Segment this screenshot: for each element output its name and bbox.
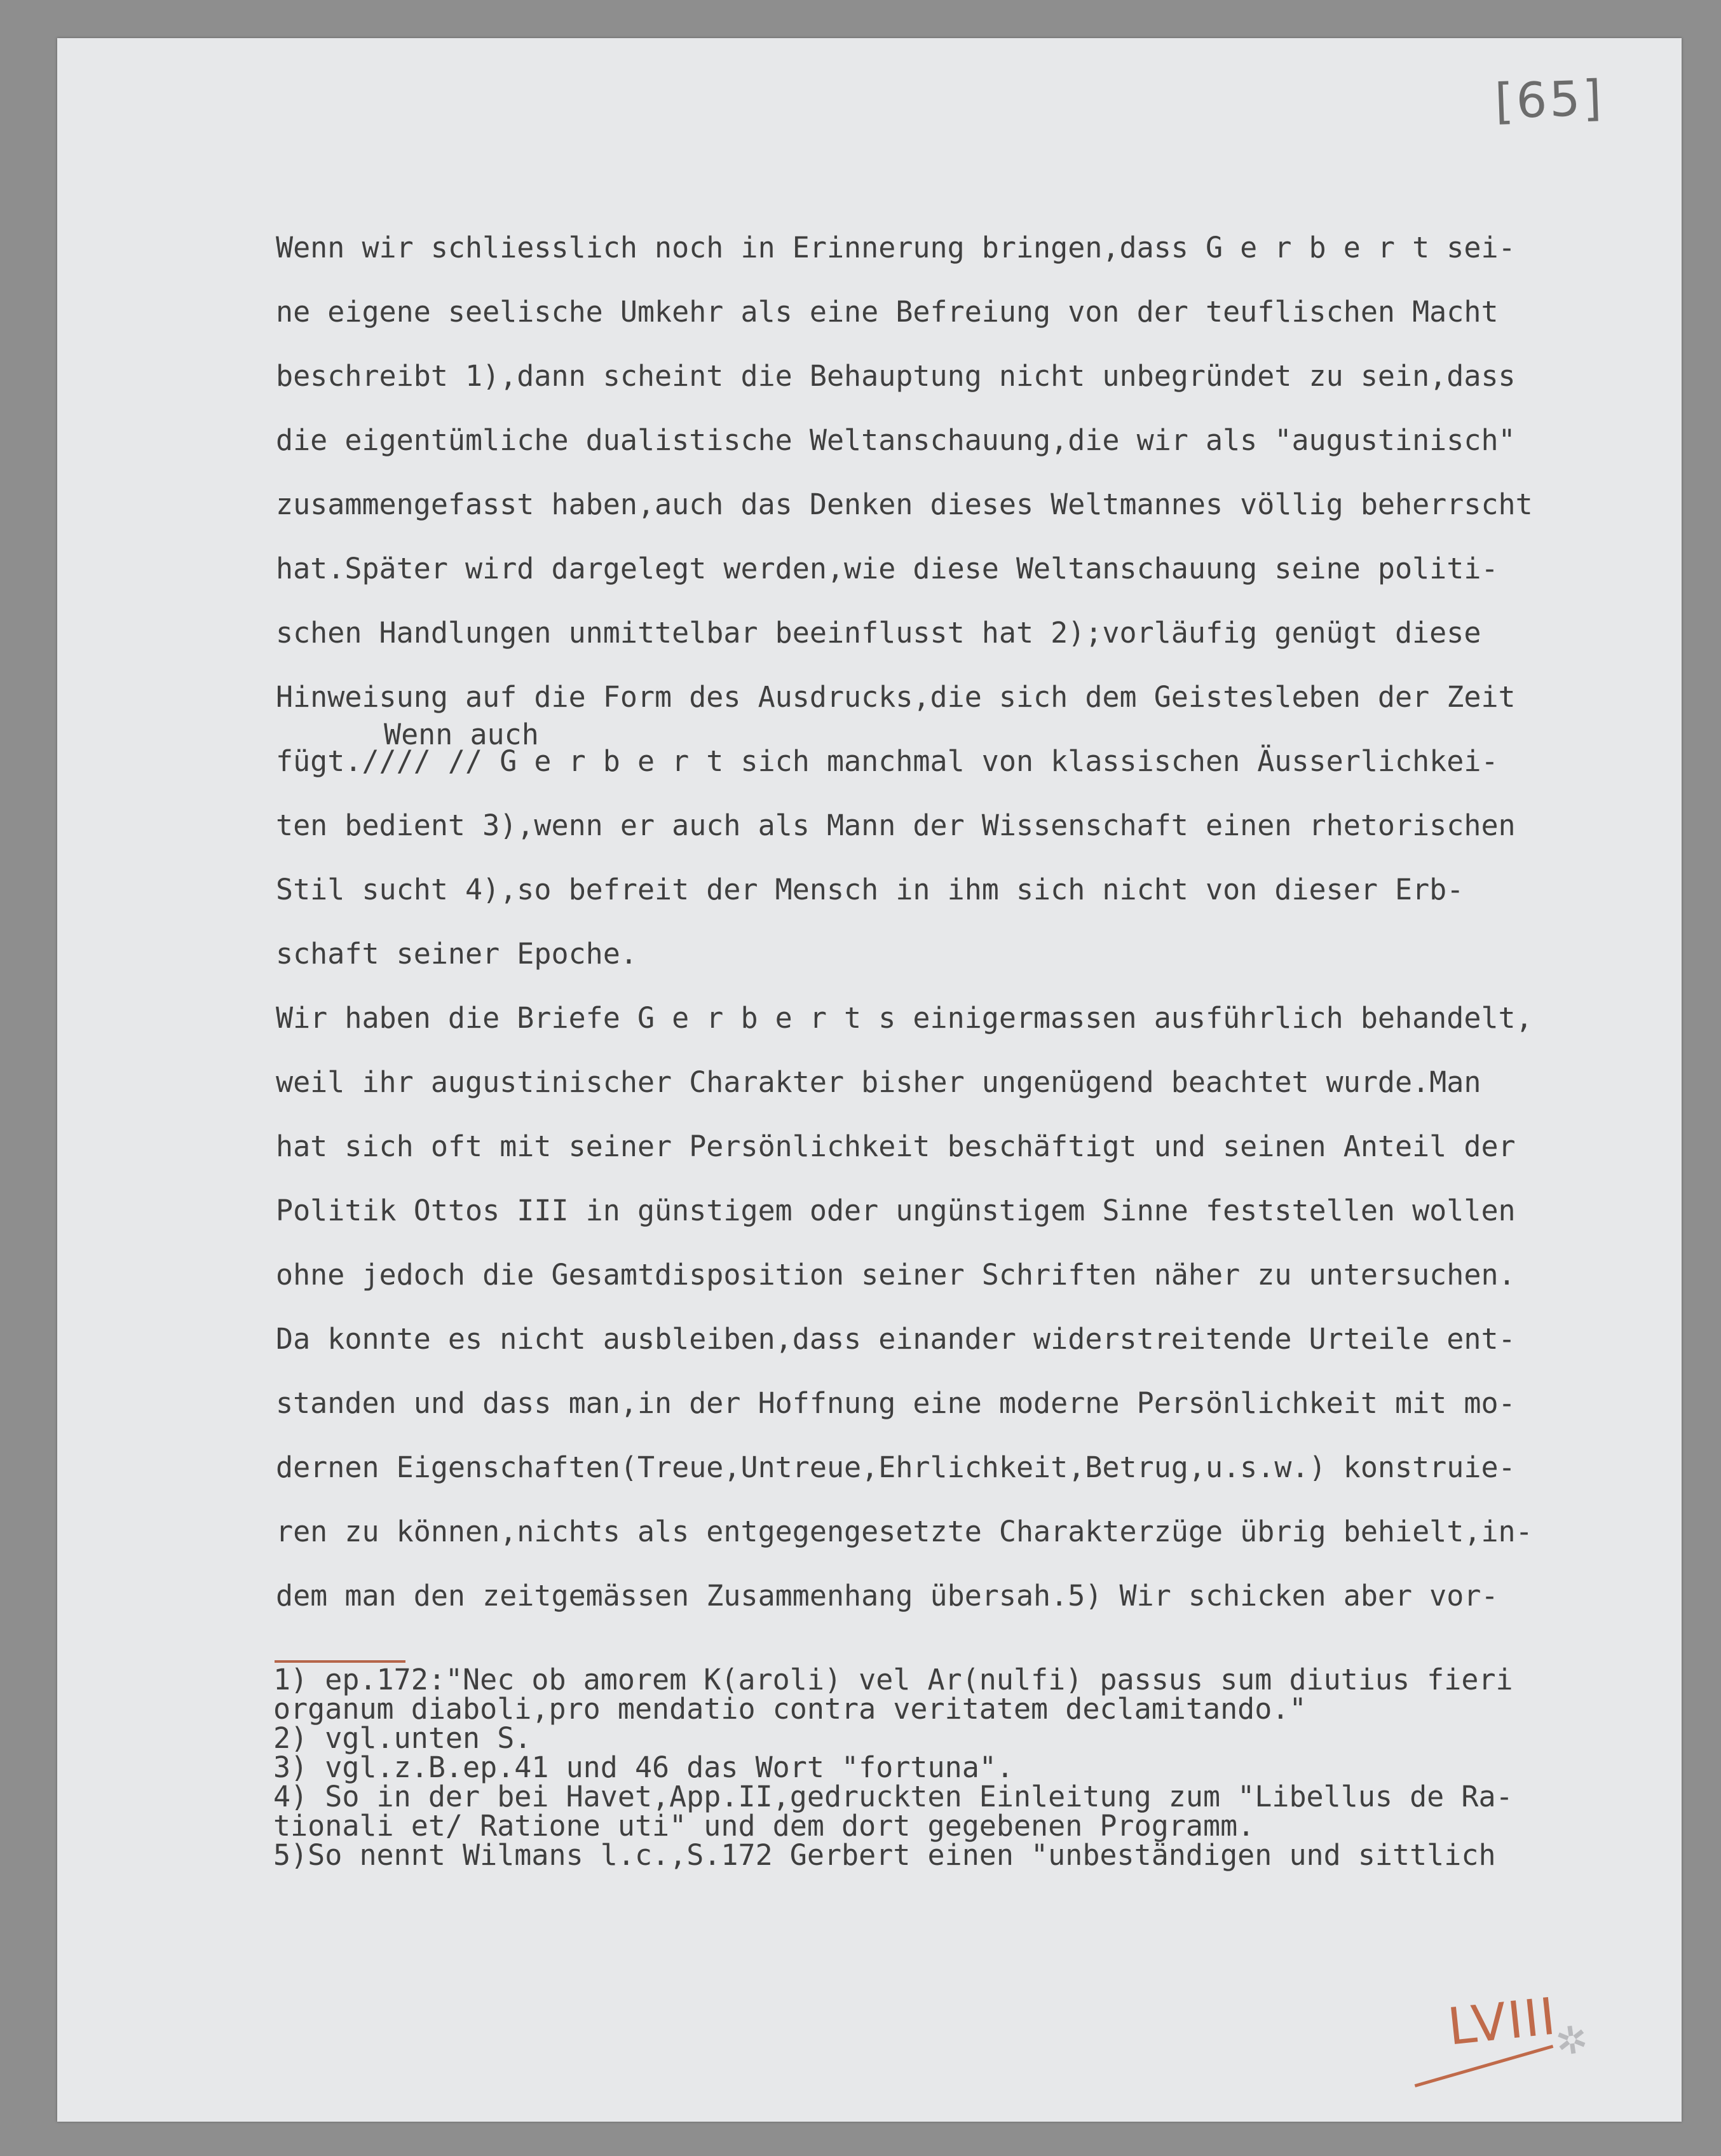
- body-line: die eigentümliche dualistische Weltanschauung,die wir als "augustinisch": [276, 423, 1516, 457]
- body-line: schen Handlungen unmittelbar beeinflusst hat 2);vorläufig genügt diese: [276, 616, 1481, 650]
- body-line: standen und dass man,in der Hoffnung eine moderne Persönlichkeit mit mo-: [276, 1386, 1516, 1420]
- body-line: weil ihr augustinischer Charakter bisher ungenügend beachtet wurde.Man: [276, 1065, 1481, 1099]
- body-line: zusammengefasst haben,auch das Denken dieses Weltmannes völlig beherrscht: [276, 488, 1533, 521]
- body-line: ten bedient 3),wenn er auch als Mann der Wissenschaft einen rhetorischen: [276, 808, 1516, 842]
- body-line: Stil sucht 4),so befreit der Mensch in ihm sich nicht von dieser Erb-: [276, 873, 1464, 906]
- body-line: Da konnte es nicht ausbleiben,dass einander widerstreitende Urteile ent-: [276, 1322, 1516, 1356]
- archive-mark: LVIII: [1445, 1986, 1560, 2057]
- body-line: dernen Eigenschaften(Treue,Untreue,Ehrlichkeit,Betrug,u.s.w.) konstruie-: [276, 1450, 1516, 1484]
- footnote-line: 2) vgl.unten S.: [273, 1721, 532, 1755]
- body-line: beschreibt 1),dann scheint die Behauptung nicht unbegründet zu sein,dass: [276, 359, 1516, 393]
- body-line: dem man den zeitgemässen Zusammenhang übersah.5) Wir schicken aber vor-: [276, 1579, 1499, 1613]
- footnote-line: organum diaboli,pro mendatio contra veritatem declamitando.": [273, 1692, 1307, 1726]
- page-number: [65]: [1493, 69, 1605, 130]
- interlinear-insertion: Wenn auch: [384, 718, 539, 751]
- footnote-line: 3) vgl.z.B.ep.41 und 46 das Wort "fortuna".: [273, 1750, 1014, 1784]
- body-line: ne eigene seelische Umkehr als eine Befreiung von der teuflischen Macht: [276, 295, 1499, 329]
- body-line: fügt.//// // G e r b e r t sich manchmal von klassischen Äusserlichkei-: [276, 744, 1499, 778]
- footnotes: [273, 1665, 1671, 1935]
- body-text: [276, 229, 1674, 1613]
- footnote-line: 1) ep.172:"Nec ob amorem K(aroli) vel Ar(nulfi) passus sum diutius fieri: [273, 1663, 1513, 1696]
- footnote-line: tionali et/ Ratione uti" und dem dort gegebenen Programm.: [273, 1809, 1255, 1843]
- body-line: ohne jedoch die Gesamtdisposition seiner Schriften näher zu untersuchen.: [276, 1258, 1516, 1292]
- body-line: Hinweisung auf die Form des Ausdrucks,die sich dem Geistesleben der Zeit: [276, 680, 1516, 714]
- body-line: hat sich oft mit seiner Persönlichkeit beschäftigt und seinen Anteil der: [276, 1129, 1516, 1163]
- footnote-line: 5)So nennt Wilmans l.c.,S.172 Gerbert einen "unbeständigen und sittlich: [273, 1838, 1496, 1872]
- footnote-line: 4) So in der bei Havet,App.II,gedruckten Einleitung zum "Libellus de Ra-: [273, 1780, 1513, 1813]
- faint-stamp-icon: ✲: [1553, 2016, 1591, 2066]
- body-line: hat.Später wird dargelegt werden,wie diese Weltanschauung seine politi-: [276, 552, 1499, 585]
- body-line: Wenn wir schliesslich noch in Erinnerung bringen,dass G e r b e r t sei-: [276, 231, 1516, 264]
- body-line: ren zu können,nichts als entgegengesetzte Charakterzüge übrig behielt,in-: [276, 1515, 1533, 1548]
- body-line: Wir haben die Briefe G e r b e r t s einigermassen ausführlich behandelt,: [276, 1001, 1533, 1035]
- body-line: schaft seiner Epoche.: [276, 937, 637, 971]
- body-line: Politik Ottos III in günstigem oder ungünstigem Sinne feststellen wollen: [276, 1194, 1516, 1227]
